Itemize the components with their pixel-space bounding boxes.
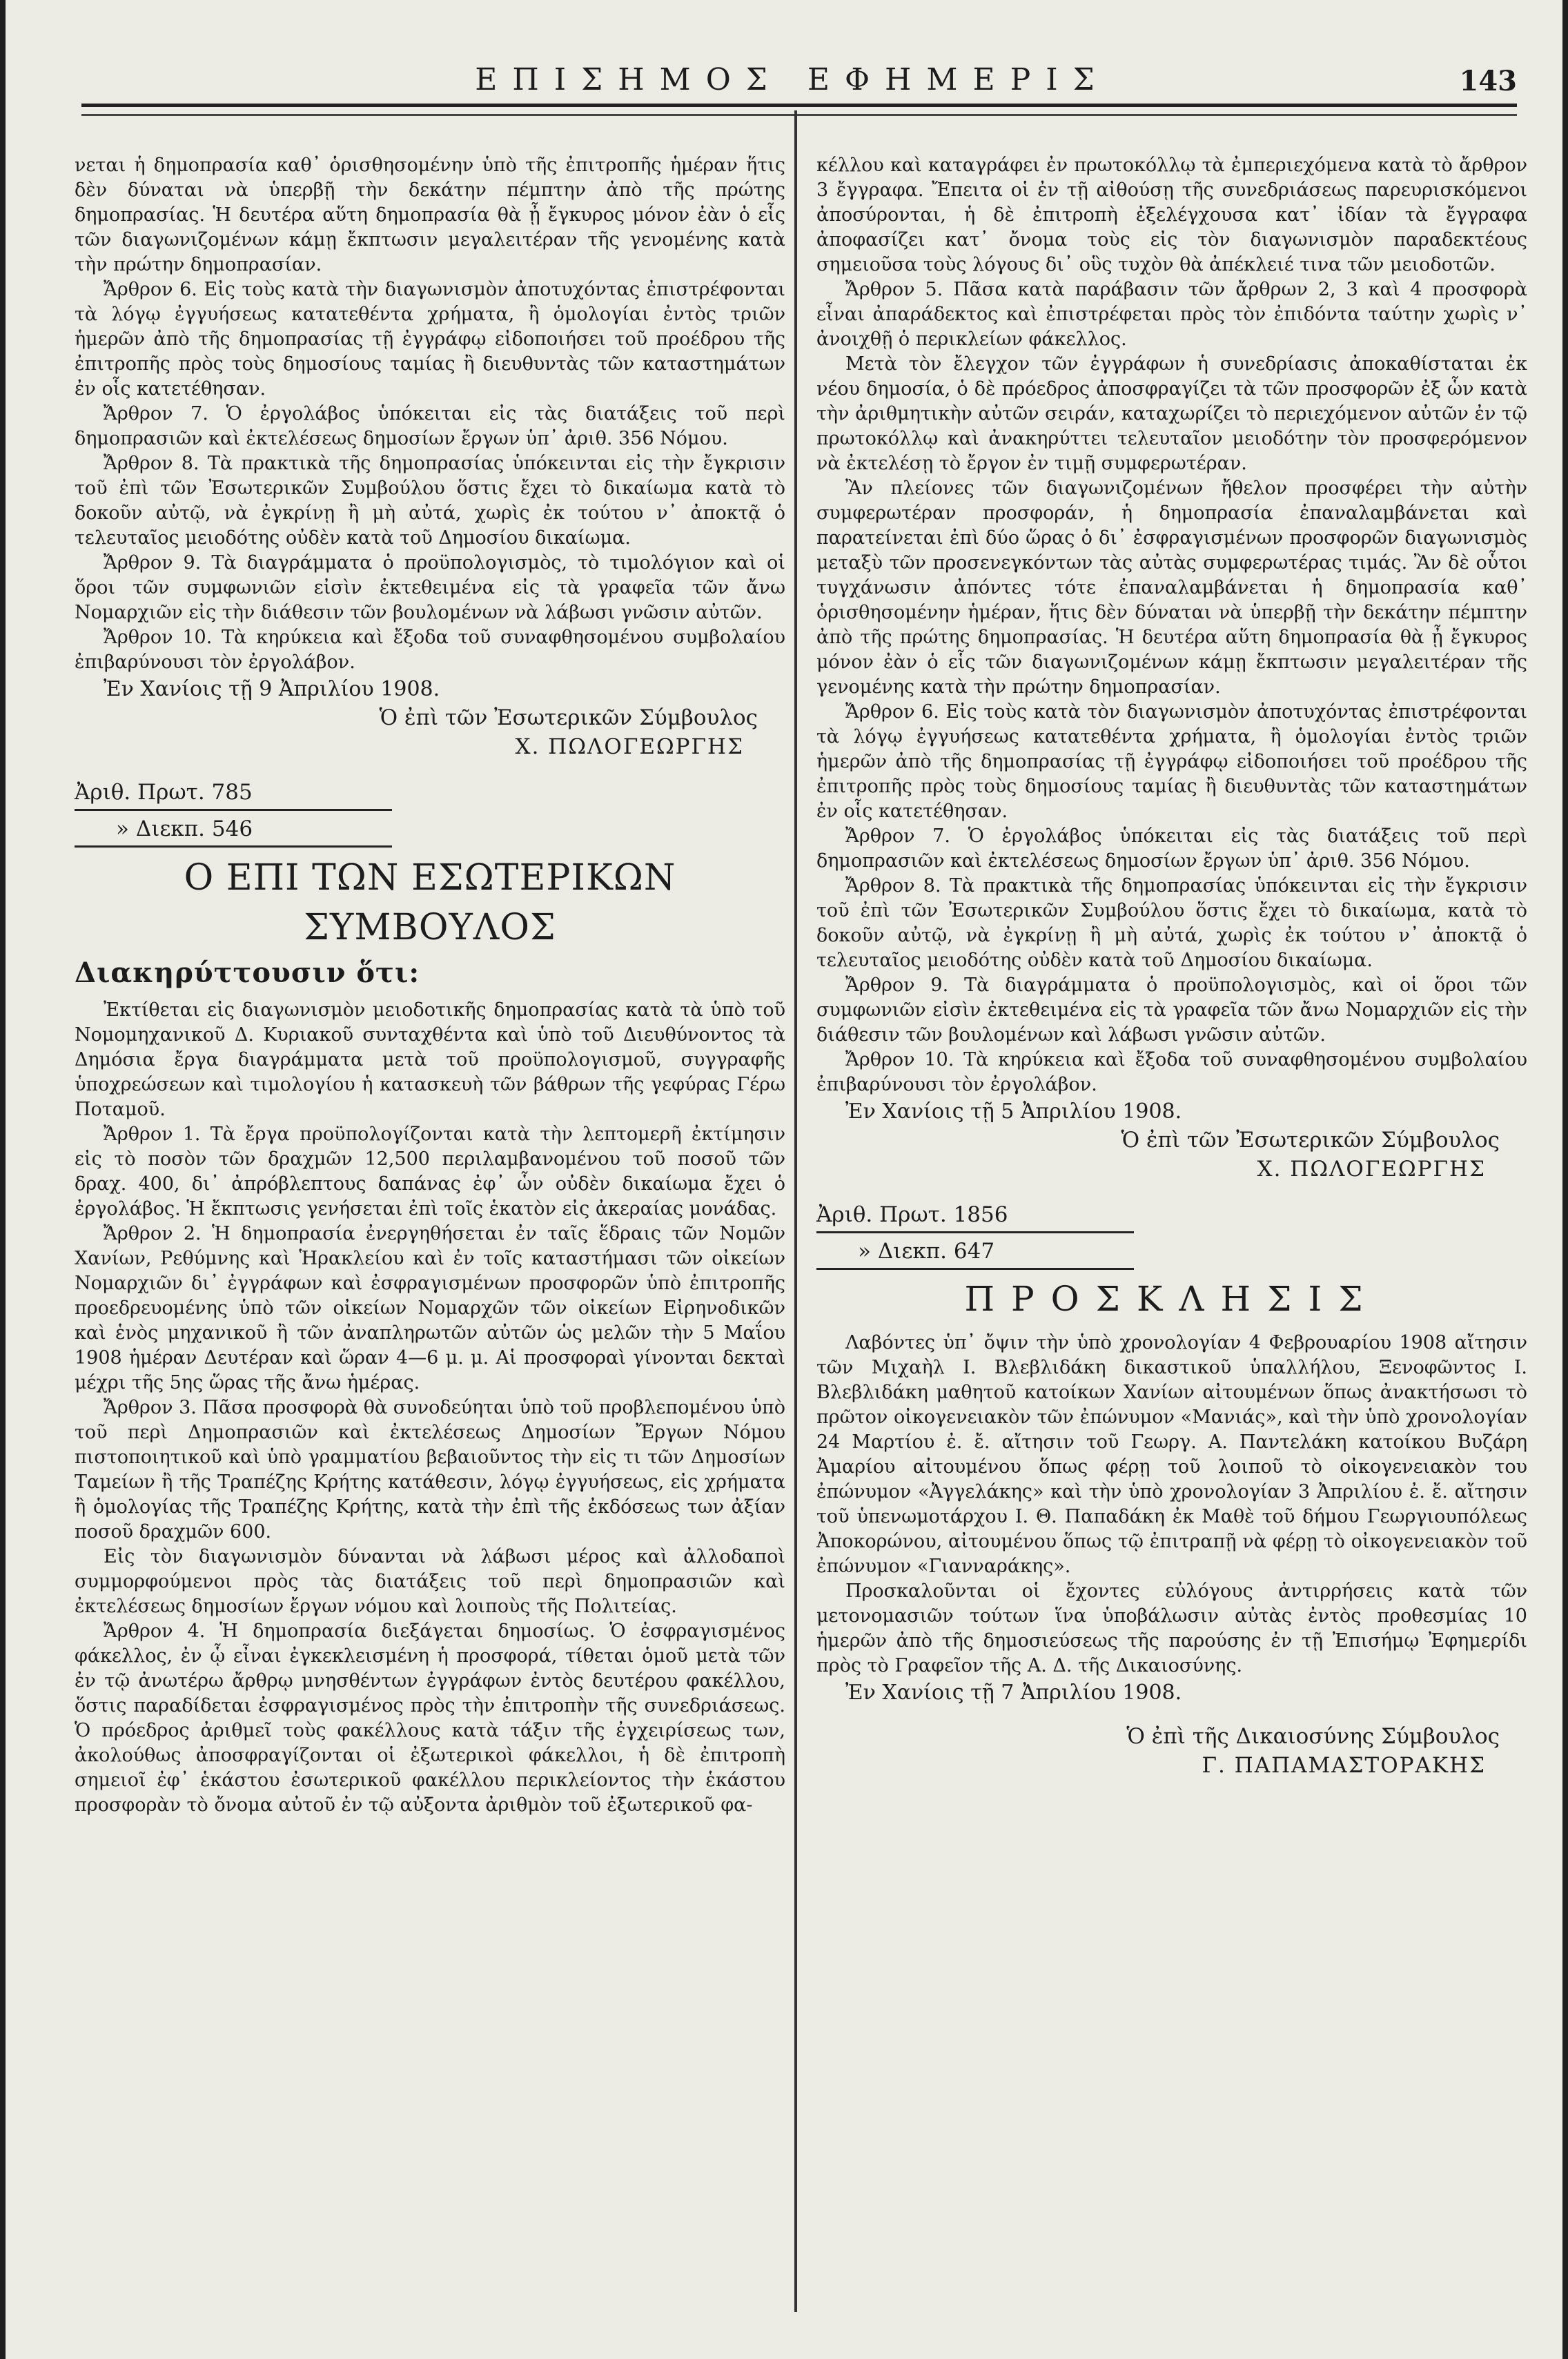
signature-title: Ὁ ἐπὶ τῶν Ἐσωτερικῶν Σύμβουλος <box>379 705 758 730</box>
paragraph: Ἐκτίθεται εἰς διαγωνισμὸν μειοδοτικῆς δημοπρασίας κατὰ τὰ ὑπὸ τοῦ Νομομηχανικοῦ Δ. Κυριακοῦ συνταχθέντα καὶ ὑπὸ τοῦ Διευθύνοντος τὰ Δημόσια ἔργα διαγράμματα μετὰ τοῦ προϋπολογισμοῦ, συγγραφῆς ὑποχρεώσεων καὶ τιμολογίου ἡ κατασκευὴ τῶν βάθρων τῆς γεφύρας Γέρω Ποταμοῦ. <box>75 999 785 1120</box>
article-9: Ἄρθρον 9. Τὰ διαγράμματα ὁ προϋπολογισμὸς, τὸ τιμολόγιον καὶ οἱ ὅροι τῶν συμφωνιῶν εἰσὶν ἐκτεθειμένα εἰς τὰ γραφεῖα τῶν ἄνω Νομαρχιῶν εἰς τὴν διάθεσιν τῶν βουλομένων νὰ λάβωσι γνῶσιν αὐτῶν. <box>75 552 785 623</box>
dispatch-number: » Διεκπ. 546 <box>116 816 253 841</box>
signature-title: Ὁ ἐπὶ τῆς Δικαιοσύνης Σύμβουλος <box>1126 1724 1500 1749</box>
column-divider <box>794 110 797 2312</box>
article-4: Ἄρθρον 4. Ἡ δημοπρασία διεξάγεται δημοσίως. Ὁ ἐσφραγισμένος φάκελλος, ἐν ᾧ εἶναι ἐγκεκλεισμένη ἡ προσφορά, τίθεται ὁμοῦ μετὰ τῶν ἐν τῷ ἀνωτέρω ἄρθρῳ μνησθέντων ἐγγράφων ἐντὸς δευτέρου φακέλλου, ὅστις παραδίδεται ἐσφραγισμένος πρὸς τὴν ἐπιτροπὴν τῆς συνεδριάσεως. Ὁ πρόεδρος ἀριθμεῖ τοὺς φακέλλους κατὰ τάξιν τῆς ἐγχειρίσεως των, ἀκολούθως ἀποσφραγίζονται οἱ ἐξωτερικοὶ φάκελλοι, ἡ δὲ ἐπιτροπὴ σημειοῖ ἐφ᾽ ἑκάστου ἐσωτερικοῦ φακέλλου περικλείοντος τὴν ἑκάστου προσφορὰν τὸ ὄνομα αὐτοῦ ἐν τῷ αὐξοντα ἀριθμὸν τοῦ ἐξωτερικοῦ φα- <box>75 1621 785 1816</box>
paragraph: Προσκαλοῦνται οἱ ἔχοντες εὐλόγους ἀντιρρήσεις κατὰ τῶν μετονομασιῶν τούτων ἵνα ὑποβάλωσιν αὐτὰς ἐντὸς προθεσμίας 10 ἡμερῶν ἀπὸ τῆς δημοσιεύσεως τῆς παρούσης ἐν τῇ Ἐπισήμῳ Ἐφημερίδι πρὸς τὸ Γραφεῖον τῆς Α. Δ. τῆς Δικαιοσύνης. <box>816 1580 1527 1676</box>
section-heading: Ο ΕΠΙ ΤΩΝ ΕΣΩΤΕΡΙΚΩΝ ΣΥΜΒΟΥΛΟΣ <box>184 857 676 948</box>
article-10: Ἄρθρον 10. Τὰ κηρύκεια καὶ ἔξοδα τοῦ συναφθησομένου συμβολαίου ἐπιβαρύνουσι τὸν ἐργολάβον. <box>816 1049 1527 1095</box>
date-line: Ἐν Χανίοις τῇ 9 Ἀπριλίου 1908. <box>104 677 440 701</box>
article-3: Ἄρθρον 3. Πᾶσα προσφορὰ θὰ συνοδεύηται ὑπὸ τοῦ προβλεπομένου ὑπὸ τοῦ περὶ Δημοπρασιῶν καὶ ἐκτελέσεως Δημοσίων Ἔργων Νόμου πιστοποιητικοῦ καὶ ὑπὸ γραμματίου βεβαιοῦντος τὴν εἰς τι τῶν Δημοσίων Ταμείων ἢ τῆς Τραπέζης Κρήτης κατάθεσιν, λόγῳ ἐγγυήσεως, εἰς χρήματα ἢ ὁμολογίας τῆς Τραπέζης Κρήτης, κατὰ τὴν ἐπὶ τῆς ἐκδόσεως των ἀξίαν ποσοῦ δραχμῶν 600. <box>75 1397 785 1543</box>
article-7: Ἄρθρον 7. Ὁ ἐργολάβος ὑπόκειται εἰς τὰς διατάξεις τοῦ περὶ δημοπρασιῶν καὶ ἐκτελέσεως δημοσίων ἔργων ὑπ᾽ ἀριθ. 356 Νόμου. <box>816 825 1527 872</box>
protocol-number: Ἀριθ. Πρωτ. 1856 <box>816 1202 1008 1227</box>
gazette-title: ΕΠΙΣΗΜΟΣ ΕΦΗΜΕΡΙΣ <box>475 62 1110 97</box>
ref-rule <box>816 1231 1134 1233</box>
left-column <box>75 153 785 1818</box>
protocol-number: Ἀριθ. Πρωτ. 785 <box>75 780 253 805</box>
page-number: 143 <box>1459 65 1517 97</box>
paragraph: Εἰς τὸν διαγωνισμὸν δύνανται νὰ λάβωσι μέρος καὶ ἀλλοδαποὶ συμμορφούμενοι πρὸς τὰς διατάξεις τοῦ περὶ δημοπρασιῶν καὶ ἐκτελέσεως δημοσίων ἔργων νόμου καὶ λοιποὺς τῆς Πολιτείας. <box>75 1546 785 1617</box>
paragraph: Μετὰ τὸν ἔλεγχον τῶν ἐγγράφων ἡ συνεδρίασις ἀποκαθίσταται ἐκ νέου δημοσία, ὁ δὲ πρόεδρος ἀποσφραγίζει τὰ τῶν προσφορῶν ἐξ ὧν κατὰ τὴν ἀριθμητικὴν αὐτῶν σειράν, καταχωρίζει τὸ περιεχόμενον αὐτῶν ἐν τῷ πρωτοκόλλῳ καὶ ἀνακηρύττει τελευταῖον μειοδότην τὸν προσφερόμενον νὰ ἐκτελέσῃ τὸ ἔργον ἐν τιμῇ συμφερωτέραν. <box>816 353 1527 474</box>
article-9: Ἄρθρον 9. Τὰ διαγράμματα ὁ προϋπολογισμὸς, καὶ οἱ ὅροι τῶν συμφωνιῶν εἰσὶν ἐκτεθειμένα εἰς τὰ γραφεῖα τῶν ἄνω Νομαρχιῶν εἰς τὴν διάθεσιν τῶν βουλομένων καὶ λάβωσι γνῶσιν αὐτῶν. <box>816 975 1527 1046</box>
article-6: Ἄρθρον 6. Εἰς τοὺς κατὰ τὴν διαγωνισμὸν ἀποτυχόντας ἐπιστρέφονται τὰ λόγῳ ἐγγυήσεως κατατεθέντα χρήματα, ἢ ὁμολογίαι ἐντὸς τριῶν ἡμερῶν ἀπὸ τῆς δημοπρασίας τῇ ἐγγράφῳ εἰδοποιήσει τοῦ προέδρου τῆς ἐπιτροπῆς πρὸς τοὺς δημοσίους ταμίας ἢ διευθυντὰς τῶν καταστημάτων ἐν οἷς κατετέθησαν. <box>75 279 785 400</box>
ref-rule <box>75 809 392 811</box>
signature-title: Ὁ ἐπὶ τῶν Ἐσωτερικῶν Σύμβουλος <box>1121 1128 1500 1153</box>
article-10: Ἄρθρον 10. Τὰ κηρύκεια καὶ ἔξοδα τοῦ συναφθησομένου συμβολαίου ἐπιβαρύνουσι τὸν ἐργολάβον. <box>75 627 785 673</box>
section-subheading: Διακηρύττουσιν ὅτι: <box>75 957 420 989</box>
article-7: Ἄρθρον 7. Ὁ ἐργολάβος ὑπόκειται εἰς τὰς διατάξεις τοῦ περὶ δημοπρασιῶν καὶ ἐκτελέσεως δημοσίων ἔργων ὑπ᾽ ἀριθ. 356 Νόμου. <box>75 403 785 449</box>
paragraph: νεται ἡ δημοπρασία καθ᾽ ὁρισθησομένην ὑπὸ τῆς ἐπιτροπῆς ἡμέραν ἥτις δὲν δύναται νὰ ὑπερβῇ τὴν δεκάτην πέμπτην ἀπὸ τῆς πρώτης δημοπρασίας. Ἡ δευτέρα αὕτη δημοπρασία θὰ ᾖ ἔγκυρος μόνον ἐὰν ὁ εἷς τῶν διαγωνιζομένων κάμῃ ἔκπτωσιν μεγαλειτέραν τῆς γενομένης κατὰ τὴν πρώτην δημοπρασίαν. <box>75 155 785 275</box>
signature-name: Χ. ΠΩΛΟΓΕΩΡΓΗΣ <box>515 734 744 759</box>
paragraph: Λαβόντες ὑπ᾽ ὄψιν τὴν ὑπὸ χρονολογίαν 4 Φεβρουαρίου 1908 αἴτησιν τῶν Μιχαὴλ Ι. Βλεβλιδάκη δικαστικοῦ ὑπαλλήλου, Ξενοφῶντος Ι. Βλεβλιδάκη μαθητοῦ κατοίκων Χανίων αἰτουμένων ὅπως ἀνακτήσωσι τὸ πρῶτον οἰκογενειακὸν τῶν ἐπώνυμον «Μανιάς», καὶ τὴν ὑπὸ χρονολογίαν 24 Μαρτίου ἐ. ἔ. αἴτησιν τοῦ Γεωργ. Α. Παντελάκη κατοίκου Βυζάρη Ἀμαρίου αἰτουμένου ὅπως φέρῃ τοῦ λοιποῦ τὸ οἰκογενειακὸν του ἐπώνυμον «Ἀγγελάκης» καὶ τὴν ὑπὸ χρονολογίαν 3 Ἀπριλίου ἐ. ἔ. αἴτησιν τοῦ ὑπενωμοτάρχου Ι. Θ. Παπαδάκη ἐκ Μαθὲ τοῦ δήμου Γεωργιουπόλεως Ἀποκορώνου, αἰτουμένου ὅπως τῷ ἐπιτραπῇ νὰ φέρῃ τὸ οἰκογενειακὸν τοῦ ἐπώνυμον «Γιανναράκης». <box>816 1332 1527 1577</box>
date-line: Ἐν Χανίοις τῇ 5 Ἀπριλίου 1908. <box>845 1099 1182 1124</box>
header-rule <box>81 104 1517 116</box>
newspaper-page <box>6 0 1562 2359</box>
paragraph: Ἂν πλείονες τῶν διαγωνιζομένων ἤθελον προσφέρει τὴν αὐτὴν συμφερωτέραν προσφοράν, ἡ δημοπρασία ἐπαναλαμβάνεται καὶ παρατείνεται ἐπὶ δύο ὥρας ὁ δι᾽ ἐσφραγισμένων προσφορῶν διαγωνισμὸς μεταξὺ τῶν προσενεγκόντων τὰς αὐτὰς συμφερωτέρας τιμάς. Ἂν δὲ οὗτοι τυγχάνωσιν ἀπόντες τότε ἐπαναλαμβάνεται ἡ δημοπρασία καθ᾽ ὁρισθησομένην ἡμέραν, ἥτις δὲν δύναται νὰ ὑπερβῇ τὴν δεκάτην πέμπτην ἀπὸ τῆς πρώτης δημοπρασίας. Ἡ δευτέρα αὕτη δημοπρασία θὰ ᾖ ἔγκυρος μόνον ἐὰν ὁ εἷς τῶν διαγωνιζομένων κάμῃ ἔκπτωσιν μεγαλειτέραν τῆς γενομένης κατὰ τὴν πρώτην δημοπρασίαν. <box>816 478 1527 698</box>
article-6: Ἄρθρον 6. Εἰς τοὺς κατὰ τὸν διαγωνισμὸν ἀποτυχόντας ἐπιστρέφονται τὰ λόγῳ ἐγγυήσεως κατατεθέντα χρήματα, ἢ ὁμολογίαι ἐντὸς τριῶν ἡμερῶν ἀπὸ τῆς δημοπρασίας τῇ ἐγγράφῳ εἰδοποιήσει τοῦ προέδρου τῆς ἐπιτροπῆς πρὸς τοὺς δημοσίους ταμίας ἢ διευθυντὰς τῶν καταστημάτων ἐν οἷς κατετέθησαν. <box>816 701 1527 822</box>
article-2: Ἄρθρον 2. Ἡ δημοπρασία ἐνεργηθήσεται ἐν ταῖς ἕδραις τῶν Νομῶν Χανίων, Ρεθύμνης καὶ Ἡρακλείου καὶ ἐν τοῖς καταστήμασι τῶν οἰκείων Νομαρχιῶν δι᾽ ἐγγράφων καὶ ἐσφραγισμένων προσφορῶν ὑπὸ ἐπιτροπῆς προεδρευομένης ὑπὸ τῶν οἰκείων Νομαρχῶν τῶν οἰκείων Εἰρηνοδικῶν καὶ ἑνὸς μηχανικοῦ ἢ τῶν ἀναπληρωτῶν αὐτῶν ὡς μελῶν τὴν 5 Μαΐου 1908 ἡμέραν Δευτέραν καὶ ὥραν 4—6 μ. μ. Αἱ προσφοραὶ γίνονται δεκταὶ μέχρι τῆς 5ης ὥρας τῆς ἄνω ἡμέρας. <box>75 1223 785 1393</box>
article-5: Ἄρθρον 5. Πᾶσα κατὰ παράβασιν τῶν ἄρθρων 2, 3 καὶ 4 προσφορὰ εἶναι ἀπαράδεκτος καὶ ἐπιστρέφεται πρὸς τὸν ἐπιδόντα ταύτην χωρὶς ν᾽ ἀνοιχθῇ ὁ περικλείων φάκελλος. <box>816 279 1527 350</box>
dispatch-number: » Διεκπ. 647 <box>858 1239 995 1264</box>
signature-name: Χ. ΠΩΛΟΓΕΩΡΓΗΣ <box>1257 1157 1486 1182</box>
paragraph: κέλλου καὶ καταγράφει ἐν πρωτοκόλλῳ τὰ ἐμπεριεχόμενα κατὰ τὸ ἄρθρον 3 ἔγγραφα. Ἔπειτα οἱ ἐν τῇ αἰθούσῃ τῆς συνεδριάσεως παρευρισκόμενοι ἀποσύρονται, ἡ δὲ ἐπιτροπὴ ἐξελέγχουσα κατ᾽ ἰδίαν τὰ ἔγγραφα ἀποφασίζει κατ᾽ ὄνομα τοὺς εἰς τὸν διαγωνισμὸν παραδεκτέους σημειοῦσα τοὺς λόγους δι᾽ οὓς τυχὸν θὰ ἀπέκλειέ τινα τῶν μειοδοτῶν. <box>816 155 1527 275</box>
date-line: Ἐν Χανίοις τῇ 7 Ἀπριλίου 1908. <box>845 1681 1182 1705</box>
ref-rule <box>75 845 392 848</box>
right-column <box>816 153 1527 1781</box>
section-heading: ΠΡΟΣΚΛΗΣΙΣ <box>964 1279 1380 1319</box>
ref-rule <box>816 1268 1134 1270</box>
article-1: Ἄρθρον 1. Τὰ ἔργα προϋπολογίζονται κατὰ τὴν λεπτομερῆ ἐκτίμησιν εἰς τὸ ποσὸν τῶν δραχμῶν 12,500 περιλαμβανομένου τοῦ ποσοῦ τῶν δραχ. 400, δι᾽ ἀπρόβλεπτους δαπάνας ἐφ᾽ ὧν οὐδὲν δικαίωμα ἔχει ὁ ἐργολάβος. Ἡ ἔκπτωσις γενήσεται ἐπὶ τοῖς ἑκατὸν εἰς ἀκεραίας μονάδας. <box>75 1124 785 1220</box>
signature-name: Γ. ΠΑΠΑΜΑΣΤΟΡΑΚΗΣ <box>1202 1753 1486 1778</box>
article-8: Ἄρθρον 8. Τὰ πρακτικὰ τῆς δημοπρασίας ὑπόκεινται εἰς τὴν ἔγκρισιν τοῦ ἐπὶ τῶν Ἐσωτερικῶν Συμβούλου ὅστις ἔχει τὸ δικαίωμα, κατὰ τὸ δοκοῦν αὐτῷ, νὰ ἐγκρίνῃ ἢ μὴ αὐτά, χωρὶς ἐκ τούτου ν᾽ ἀποκτᾷ ὁ τελευταῖος μειοδότης οὐδὲν κατὰ τοῦ Δημοσίου δικαίωμα. <box>816 875 1527 971</box>
article-8: Ἄρθρον 8. Τὰ πρακτικὰ τῆς δημοπρασίας ὑπόκεινται εἰς τὴν ἔγκρισιν τοῦ ἐπὶ τῶν Ἐσωτερικῶν Συμβούλου ὅστις ἔχει τὸ δικαίωμα κατὰ τὸ δοκοῦν αὐτῷ, νὰ ἐγκρίνῃ ἢ μὴ αὐτά, χωρὶς ἐκ τούτου ν᾽ ἀποκτᾷ ὁ τελευταῖος μειοδότης οὐδὲν κατὰ τοῦ Δημοσίου δικαίωμα. <box>75 453 785 549</box>
